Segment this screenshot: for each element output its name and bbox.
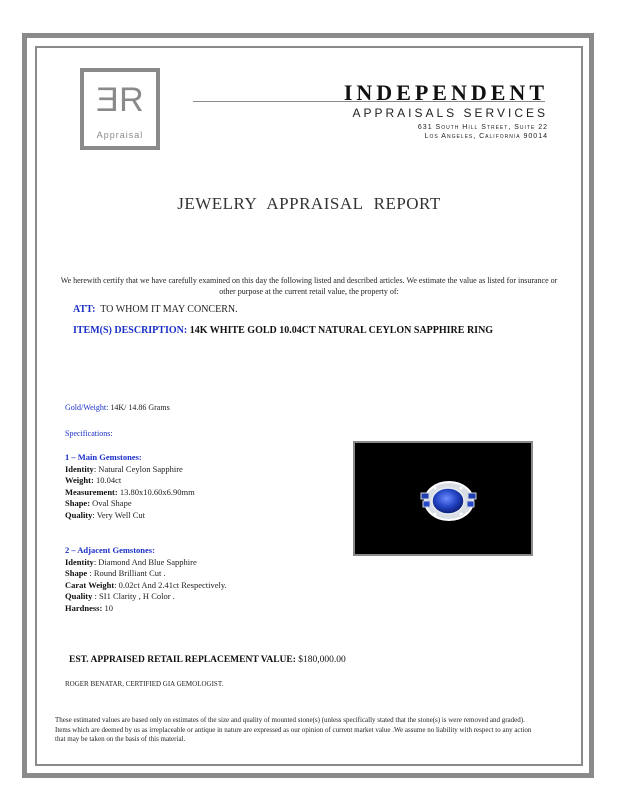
value-label: EST. APPRAISED RETAIL REPLACEMENT VALUE: — [69, 655, 296, 665]
company-logo — [80, 68, 160, 150]
spec-row — [65, 568, 227, 580]
spec-key: Identity — [65, 463, 94, 474]
address-line-2: Los Angeles, California 90014 — [424, 133, 548, 140]
spec-row — [65, 510, 195, 522]
specifications-label: Specifications: — [65, 429, 113, 438]
company-subtitle: APPRAISALS SERVICES — [352, 106, 548, 120]
main-gemstones-header: 1 – Main Gemstones: — [65, 452, 142, 462]
spec-value: 13.80x10.60x6.90mm — [117, 486, 195, 497]
spec-key: Shape — [65, 568, 88, 578]
spec-key: Quality — [65, 591, 93, 601]
spec-key: Hardness: — [65, 602, 103, 613]
spec-value: 10.04ct — [93, 475, 122, 485]
spec-key: Weight: — [65, 475, 94, 485]
spec-value: 10 — [102, 602, 113, 613]
att-label: ATT: — [73, 304, 96, 315]
disclaimer-text: These estimated values are based only on estimates of the size and quality of mounted stone(s) (unless specifically stated that the stone(s) is were removed and graded). Items which are deemed by us as irreplaceable or antique in nature are expressed as our opinion of current market value .We assume no liability with respect to any action that may be taken on the basis of this material. — [55, 716, 532, 743]
item-label: ITEM(S) DESCRIPTION: — [73, 325, 188, 336]
att-value: TO WHOM IT MAY CONCERN. — [100, 304, 238, 315]
adjacent-gemstones-block — [65, 545, 227, 614]
spec-value: : Diamond And Blue Sapphire — [93, 556, 197, 567]
spec-key: Carat Weight — [65, 579, 115, 590]
spec-row — [65, 591, 227, 603]
adjacent-gemstones-header: 2 – Adjacent Gemstones: — [65, 545, 155, 555]
spec-row — [65, 498, 195, 510]
company-name: INDEPENDENT — [343, 80, 548, 105]
spec-key: Shape: — [65, 498, 91, 508]
item-value: 14K WHITE GOLD 10.04CT NATURAL CEYLON SAPPHIRE RING — [189, 325, 494, 336]
gemologist-signature-line: ROGER BENATAR, CERTIFIED GIA GEMOLOGIST. — [65, 680, 224, 688]
spec-key: Identity — [65, 556, 94, 567]
spec-key: Quality — [65, 509, 93, 520]
spec-value: : Round Brilliant Cut . — [87, 568, 166, 578]
spec-value: Oval Shape — [90, 498, 132, 508]
report-title: JEWELRY APPRAISAL REPORT — [177, 194, 441, 213]
spec-row — [65, 487, 195, 499]
spec-value: : SI1 Clarity , H Color . — [92, 591, 175, 601]
spec-row — [65, 464, 195, 476]
logo-subtitle: Appraisal — [96, 130, 144, 140]
spec-row — [65, 475, 195, 487]
item-description — [73, 325, 493, 336]
ring-photo — [353, 441, 533, 556]
main-gemstones-block — [65, 452, 195, 521]
gold-weight-label: Gold/Weight: — [65, 403, 109, 412]
attention-line — [73, 304, 238, 315]
spec-row — [65, 557, 227, 569]
address-line-1: 631 South Hill Street, Suite 22 — [417, 124, 548, 131]
spec-value: : 0.02ct And 2.41ct Respectively. — [114, 579, 227, 590]
spec-row — [65, 580, 227, 592]
logo-mark: ER — [101, 81, 139, 119]
value-amount: $180,000.00 — [298, 655, 346, 665]
certification-text: We herewith certify that we have carefully examined on this day the following listed and described articles. We estimate the value as listed for insurance or other purpose at the current retail value, the property of: — [60, 276, 558, 296]
ring-image — [355, 443, 531, 554]
spec-value: : Very Well Cut — [92, 509, 146, 520]
spec-key: Measurement: — [65, 486, 118, 497]
gold-weight — [65, 403, 170, 412]
spec-row — [65, 603, 227, 615]
spec-value: : Natural Ceylon Sapphire — [93, 463, 183, 474]
appraised-value — [69, 655, 346, 665]
gold-weight-value: 14K/ 14.86 Grams — [110, 403, 170, 412]
